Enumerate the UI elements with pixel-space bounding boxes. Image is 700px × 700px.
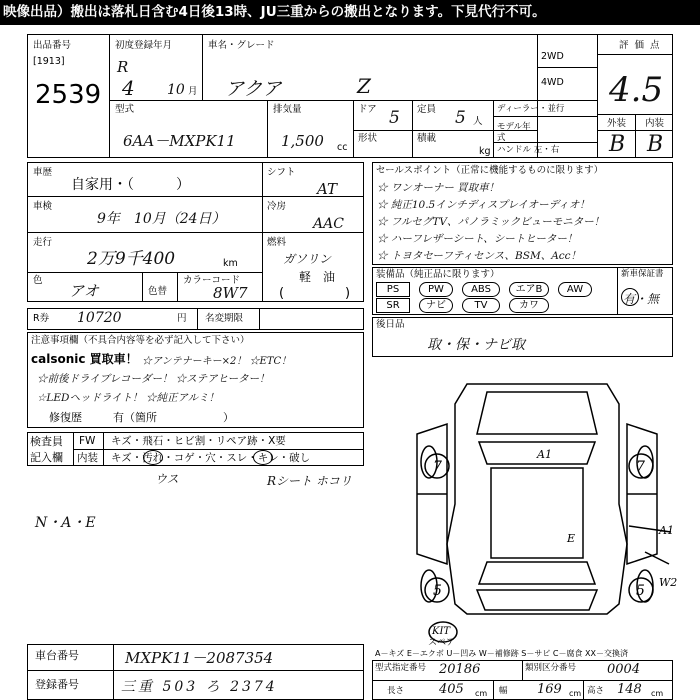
sales-line-4: ☆ ハーフレザーシート、シートヒーター！ <box>377 233 578 245</box>
shaken-label: 車検 <box>33 201 53 212</box>
shape-label: 形状 <box>358 133 378 144</box>
inspector-label-2: 記入欄 <box>30 451 63 464</box>
type-cert-label: 型式指定番号 <box>375 663 427 673</box>
recycle-label: R券 <box>33 313 50 324</box>
mark-7-left: 7 <box>433 459 442 475</box>
shift-label: シフト <box>267 167 296 178</box>
notes-line-2: ☆前後ドライブレコーダー！ ☆ステアヒーター！ <box>37 373 270 385</box>
fw-label: FW <box>79 435 96 447</box>
repair-value: 有（箇所 ） <box>113 411 234 424</box>
notes-label: 注意事項欄（不具合内容等を必ず記入して下さい） <box>31 335 250 346</box>
recycle-unit: 円 <box>177 313 187 324</box>
class-label: 類別区分番号 <box>525 663 577 673</box>
inspector-note-3: N・A・E <box>35 515 96 531</box>
type-cert-value: 20186 <box>439 662 481 677</box>
mileage-value: 2万9千400 <box>87 249 176 269</box>
mark-a1-side: A1 <box>659 524 674 537</box>
inspector-note-2: Rシート ホコリ <box>267 474 352 488</box>
width-label: 幅 <box>499 686 508 696</box>
reg-month: 10 <box>167 82 185 98</box>
spare-label: スペア <box>428 638 456 648</box>
warranty-circle <box>621 288 639 306</box>
modelyear-label: モデル年式 <box>497 122 531 143</box>
chassis-label: 車台番号 <box>35 649 79 662</box>
colorcode-value: 8W7 <box>213 284 248 302</box>
type-value: 自家用・（ ） <box>71 177 190 193</box>
int-grade: B <box>647 132 664 157</box>
rear-value: 取・保・ナビ取 <box>427 337 525 353</box>
wear-circle <box>253 450 273 465</box>
2wd-label: 2WD <box>541 51 564 62</box>
car-body-outline <box>447 384 627 614</box>
type-label: 車歴 <box>33 167 53 178</box>
fuel-paren-close: ) <box>345 286 351 301</box>
reg-label: 初度登録年月 <box>115 40 173 51</box>
plate-value: 三重 503 ろ 2374 <box>121 679 278 695</box>
int-label: 内装 <box>645 118 665 129</box>
ac-label: 冷房 <box>267 201 287 212</box>
class-value: 0004 <box>607 662 641 677</box>
handle-label: ハンドル 左・右 <box>497 145 560 155</box>
fw-items: キズ・飛石・ヒビ割・リペア跡・X要 <box>111 435 286 447</box>
sales-label: セールスポイント（正常に機能するものに限ります） <box>376 165 604 176</box>
cc-value: 1,500 <box>281 132 324 150</box>
door-label: ドア <box>358 104 377 115</box>
fuel-label: 燃料 <box>267 237 287 248</box>
mark-5-left: 5 <box>433 583 442 599</box>
height-unit: cm <box>651 689 664 698</box>
header-banner: 映像出品）搬出は落札日含む4日後13時、JU三重からの搬出となります。下見代行不可。 <box>0 0 700 25</box>
load-unit: kg <box>479 146 491 157</box>
car-diagram <box>407 364 678 637</box>
grade: Z <box>357 74 371 98</box>
equip-ps: PS <box>376 282 410 297</box>
fuel-paren: ( <box>279 286 285 301</box>
load-label: 積載 <box>417 133 437 144</box>
doors: 5 <box>389 108 400 128</box>
ext-grade: B <box>609 132 626 157</box>
equip-tv: TV <box>462 298 500 313</box>
car-trunk <box>477 590 597 610</box>
colorcode-label: カラーコード <box>183 275 241 286</box>
shaken-value: 9年 10月（24日） <box>97 211 226 227</box>
capacity: 5 <box>455 108 466 128</box>
reg-era: R <box>117 58 129 76</box>
notes-line-3: ☆LEDヘッドライト！ ☆純正アルミ！ <box>37 392 220 404</box>
height-value: 148 <box>617 682 642 697</box>
model: 6AA－MXPK11 <box>123 132 236 150</box>
colorno-label: 色替 <box>148 286 168 297</box>
length-unit: cm <box>475 689 488 698</box>
4wd-label: 4WD <box>541 77 564 88</box>
inspector-label-1: 検査員 <box>30 435 63 448</box>
mileage-unit: km <box>223 258 238 269</box>
lot-sub: [1913] <box>33 56 65 67</box>
cap-label: 定員 <box>417 104 437 115</box>
width-value: 169 <box>537 682 562 697</box>
mark-5-right: 5 <box>636 583 645 599</box>
auction-sheet <box>27 34 678 700</box>
height-label: 高さ <box>587 686 605 696</box>
name-label: 車名・グレード <box>208 40 275 51</box>
width-unit: cm <box>569 689 582 698</box>
reg-year: 4 <box>122 76 135 100</box>
sales-line-5: ☆ トヨタセーフティセンス、BSM、Acc！ <box>377 250 582 262</box>
equip-navi: ナビ <box>419 298 453 313</box>
equip-abs: ABS <box>462 282 500 297</box>
cc-unit: cc <box>337 142 348 153</box>
mark-7-right: 7 <box>636 459 645 475</box>
name-change-label: 名変期限 <box>205 313 244 324</box>
equip-airbag: エアB <box>509 282 549 297</box>
equip-aw: AW <box>558 282 592 297</box>
car-rear-window <box>479 562 595 584</box>
repair-label: 修復歴 <box>49 411 82 424</box>
equip-label: 装備品（純正品に限ります） <box>376 269 500 280</box>
ext-label: 外装 <box>607 118 627 129</box>
lot-number: 2539 <box>35 80 102 110</box>
score: 4.5 <box>609 70 664 110</box>
color-label: 色 <box>33 275 43 286</box>
cap-unit: 人 <box>473 116 483 127</box>
car-hood <box>477 392 597 434</box>
warranty-value: 有・無 <box>623 292 660 306</box>
recycle-value: 10720 <box>77 310 122 326</box>
car-name: アクア <box>225 78 282 100</box>
stain-circle <box>143 450 163 465</box>
chassis-value: MXPK11－2087354 <box>125 649 274 667</box>
mark-e: E <box>567 532 576 545</box>
equip-sr: SR <box>376 298 410 313</box>
notes-brand: calsonic 買取車！ <box>31 352 138 366</box>
plate-label: 登録番号 <box>35 678 79 691</box>
rear-label: 後日品 <box>376 319 405 330</box>
fuel-value1: ガソリン <box>283 252 332 266</box>
cc-label: 排気量 <box>273 104 302 115</box>
warranty-label: 新車保証書 <box>621 269 664 279</box>
score-label: 評価点 <box>619 40 666 51</box>
inspector-note-1: ウス <box>155 472 179 486</box>
sales-line-2: ☆ 純正10.5インチディスプレイオーディオ！ <box>377 199 590 211</box>
lot-label: 出品番号 <box>33 40 72 51</box>
equip-pw: PW <box>419 282 453 297</box>
color-value: アオ <box>69 282 99 300</box>
fuel-value2: 軽 油 <box>299 270 336 284</box>
mark-a1-front: A1 <box>537 448 552 461</box>
sales-line-3: ☆ フルセグTV、パノラミックビューモニター！ <box>377 216 605 228</box>
mileage-label: 走行 <box>33 237 53 248</box>
ac-value: AAC <box>313 216 344 232</box>
int-items: キズ・汚れ・コゲ・穴・スレ・キレ・破し <box>111 452 311 464</box>
sales-line-1: ☆ ワンオーナー 買取車！ <box>377 182 500 194</box>
model-label: 型式 <box>115 104 135 115</box>
length-value: 405 <box>439 682 464 697</box>
reg-month-unit: 月 <box>188 86 198 97</box>
shift-value: AT <box>317 180 338 198</box>
int-label: 内装 <box>77 452 98 464</box>
notes-line-1: ☆アンテナーキー×2！ ☆ETC！ <box>142 356 292 367</box>
dealer-label: ディーラー・並行 <box>497 104 565 114</box>
kit-label: KIT <box>432 626 451 637</box>
mark-w2: W2 <box>659 576 678 589</box>
length-label: 長さ <box>387 686 405 696</box>
equip-leather: カワ <box>509 298 549 313</box>
damage-legend: A－キズ E－エクボ U－凹み W－補修跡 S－サビ C－腐食 XX－交換済 <box>375 649 629 658</box>
